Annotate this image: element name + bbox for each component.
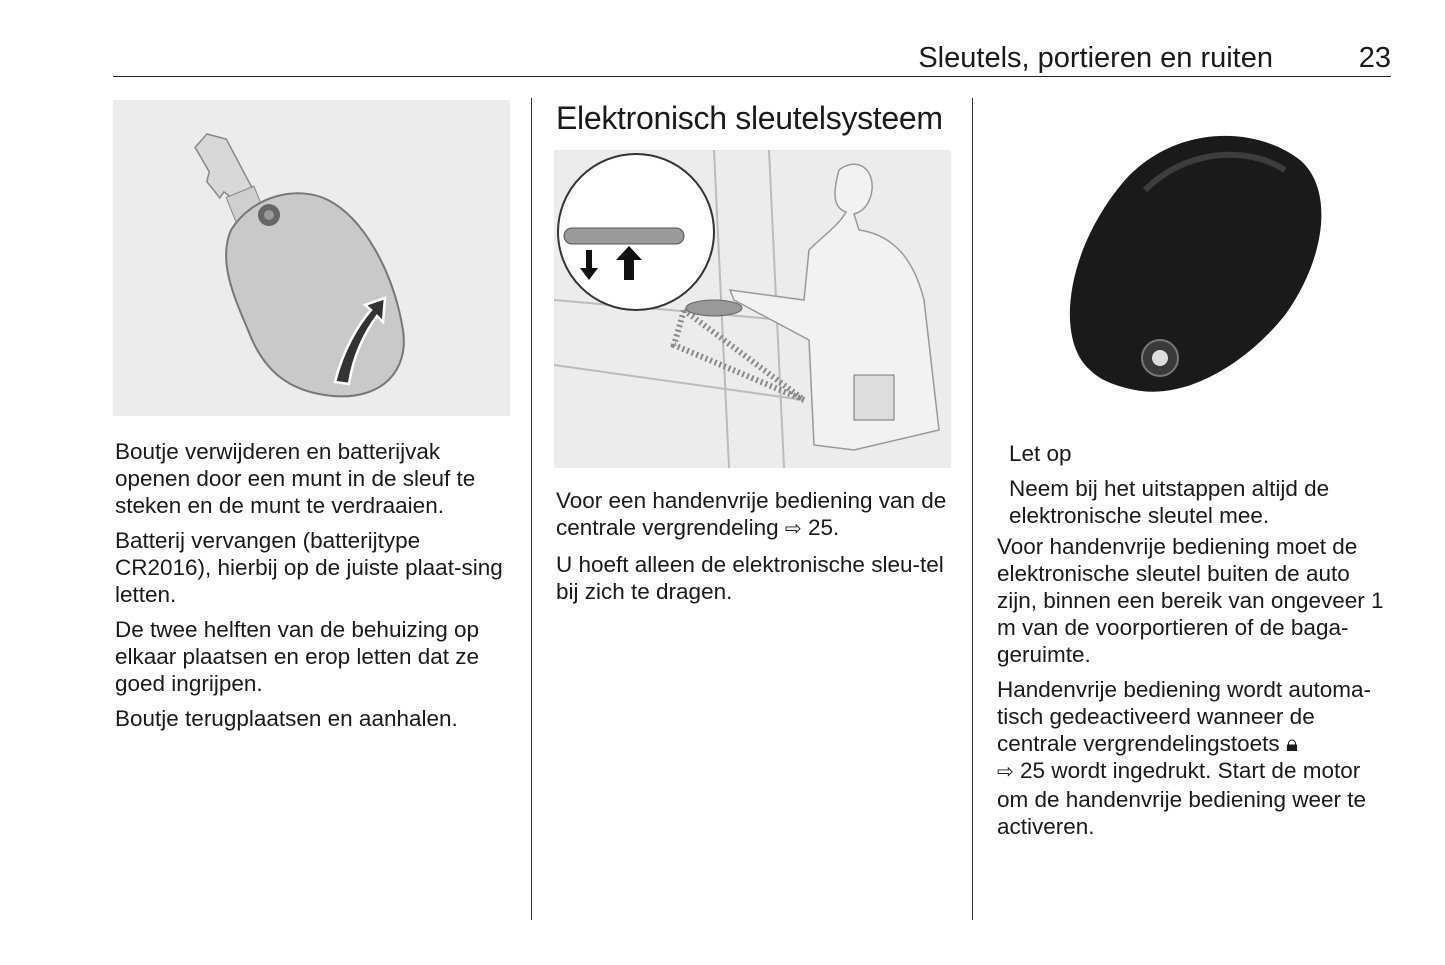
note-box bbox=[1009, 440, 1391, 537]
key-battery-illustration bbox=[113, 100, 510, 416]
paragraph-text: Voor een handenvrije bediening van de centrale vergrendeling bbox=[556, 488, 947, 540]
paragraph bbox=[556, 487, 956, 543]
page-number: 23 bbox=[1358, 42, 1391, 74]
column-1-text bbox=[115, 438, 515, 740]
paragraph: De twee helften van de behuizing op elkaar plaatsen en erop letten dat ze goed ingrijpen. bbox=[115, 617, 480, 696]
key-fob-illustration bbox=[995, 100, 1390, 418]
paragraph: Batterij vervangen (batterijtype CR2016), hierbij op de juiste plaat-sing letten. bbox=[115, 528, 503, 607]
paragraph-text: Handenvrije bediening wordt automa-tisch gedeactiveerd wanneer de centrale vergrendelingstoets bbox=[997, 677, 1371, 756]
paragraph-text: wordt ingedrukt. Start de motor om de handenvrije bediening weer te activeren. bbox=[997, 758, 1366, 839]
column-2-text bbox=[556, 487, 956, 613]
paragraph: Voor handenvrije bediening moet de elektronische sleutel buiten de auto zijn, binnen een bereik van ongeveer 1 m van de voorportieren of de baga-geruimte. bbox=[997, 534, 1384, 667]
page-reference-arrow-icon: ⇨ bbox=[997, 761, 1014, 783]
hands-free-illustration bbox=[554, 150, 951, 468]
page-reference: 25. bbox=[807, 515, 840, 540]
page-header bbox=[113, 40, 1391, 77]
lock-icon: 🔒︎ bbox=[1285, 731, 1298, 756]
paragraph: Boutje verwijderen en batterijvak openen door een munt in de sleuf te steken en de munt te verdraaien. bbox=[115, 439, 476, 518]
page-reference: 25 bbox=[1020, 758, 1046, 783]
column-3-text bbox=[997, 533, 1393, 848]
paragraph: Boutje terugplaatsen en aanhalen. bbox=[115, 706, 458, 731]
note-title: Let op bbox=[1009, 441, 1072, 466]
section-title: Sleutels, portieren en ruiten bbox=[918, 42, 1273, 74]
column-divider-1 bbox=[531, 98, 532, 920]
note-text: Neem bij het uitstappen altijd de elektronische sleutel mee. bbox=[1009, 476, 1330, 528]
paragraph bbox=[997, 676, 1393, 840]
page-reference-arrow-icon: ⇨ bbox=[784, 518, 802, 540]
column-divider-2 bbox=[972, 98, 973, 920]
section-heading: Elektronisch sleutelsysteem bbox=[556, 100, 943, 136]
paragraph: U hoeft alleen de elektronische sleu-tel bij zich te dragen. bbox=[556, 552, 944, 604]
